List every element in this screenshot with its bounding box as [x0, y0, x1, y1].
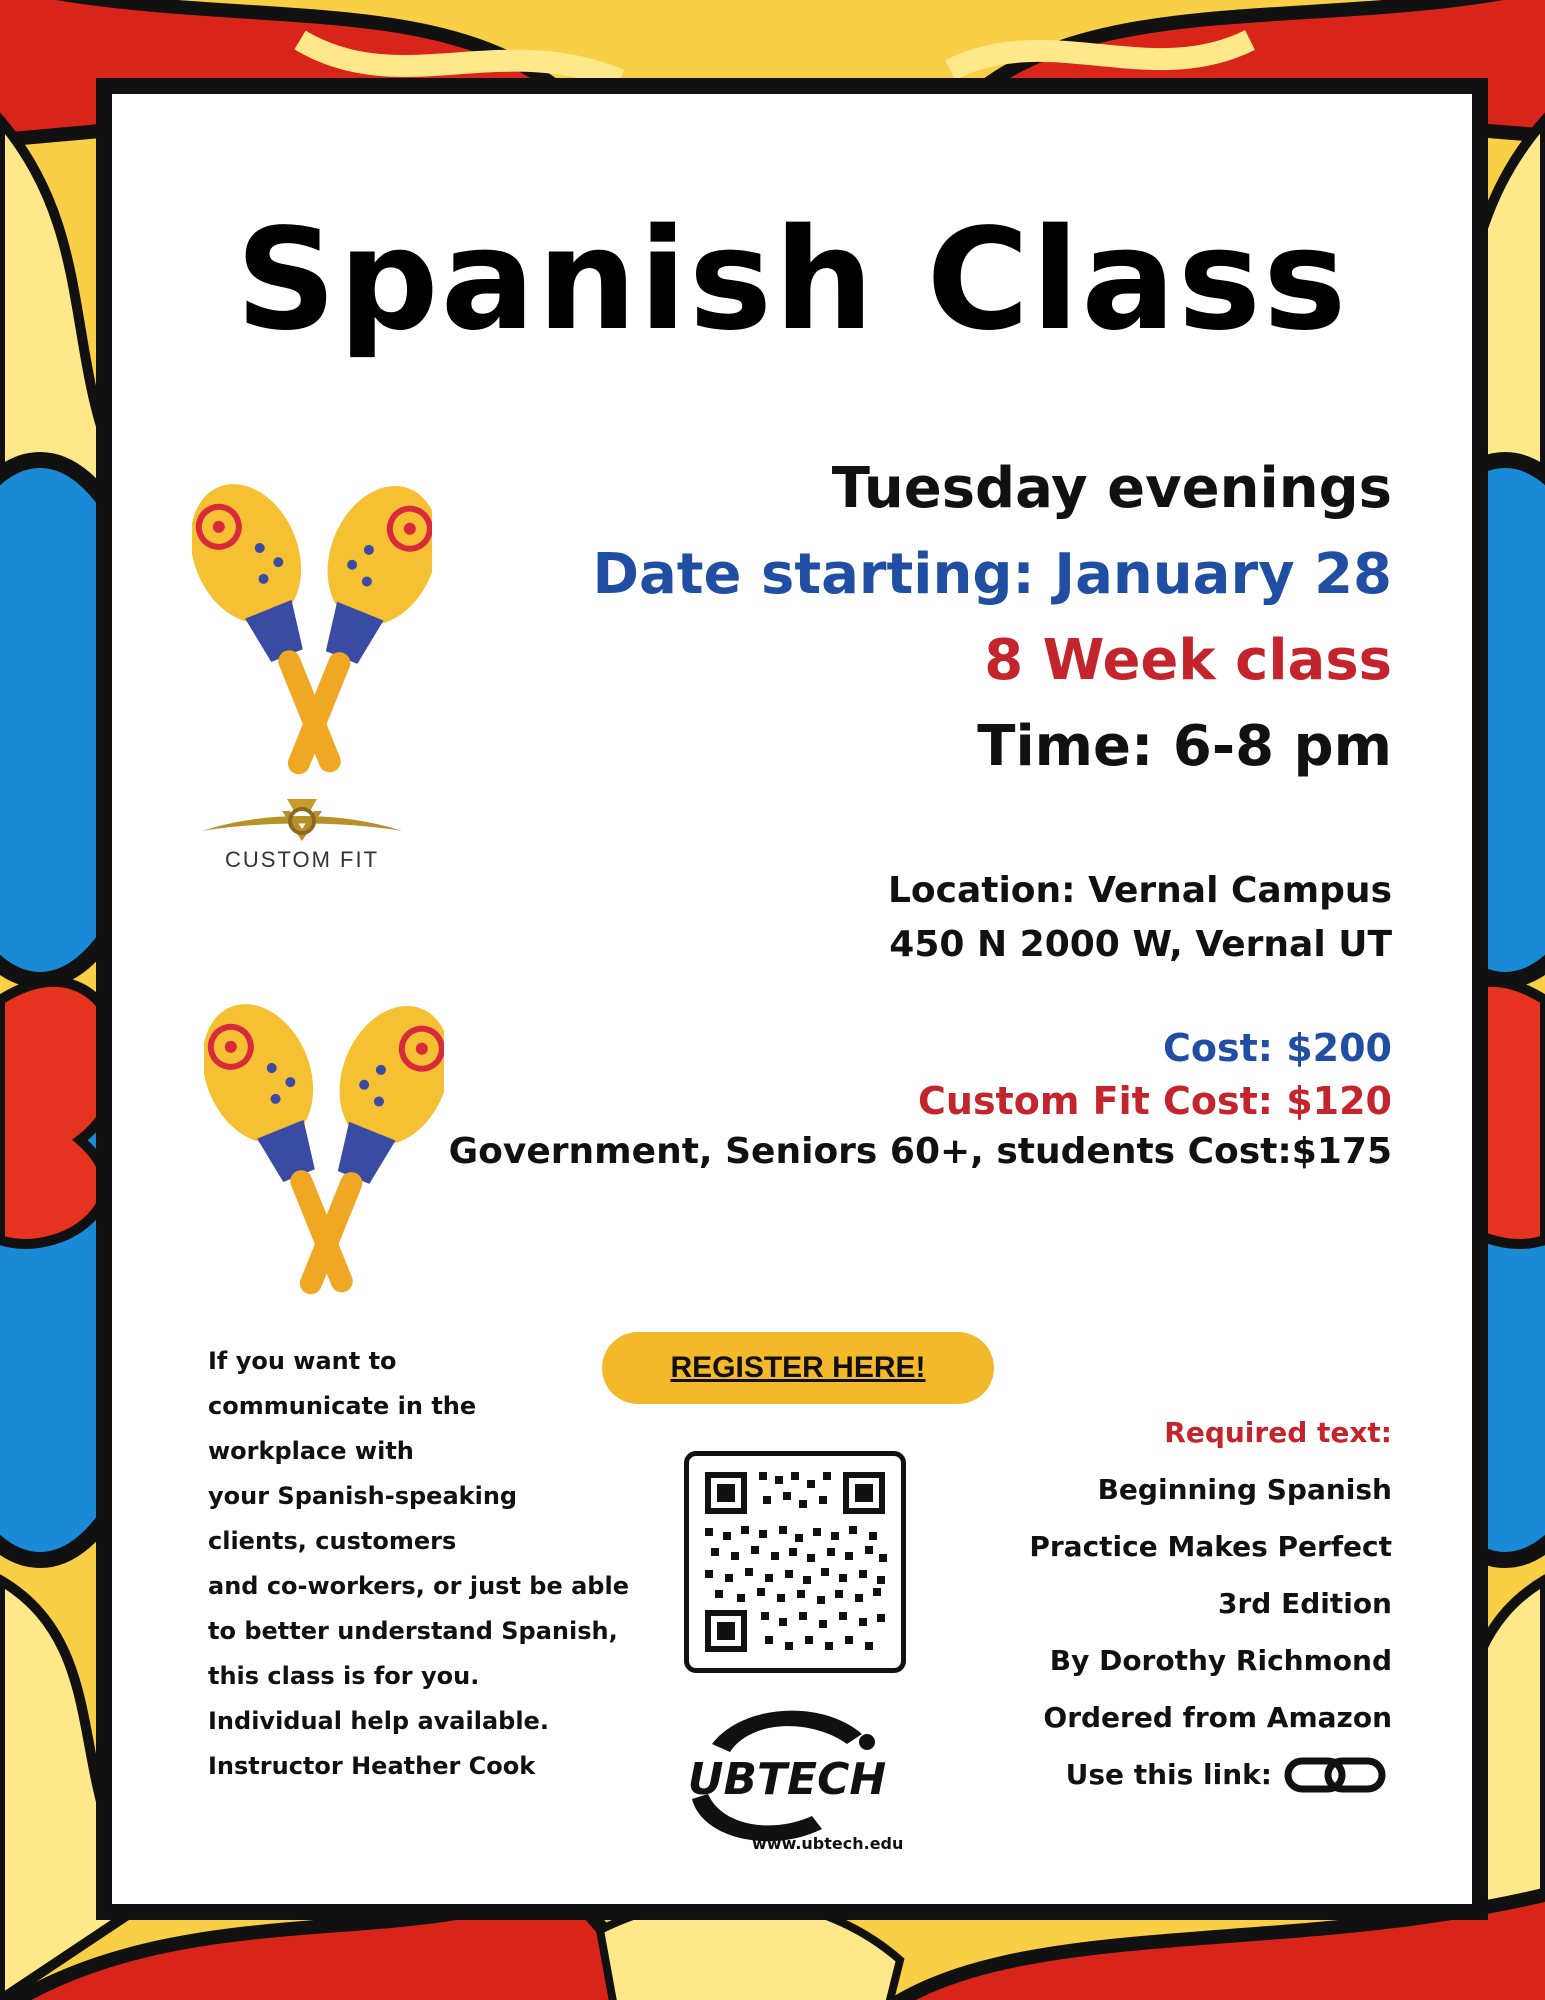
- schedule-start-date: Date starting: January 28: [592, 542, 1392, 607]
- qr-code[interactable]: [684, 1451, 906, 1673]
- description-line: communicate in the: [208, 1392, 477, 1420]
- custom-fit-logo-text: CUSTOM FIT: [224, 847, 380, 872]
- custom-fit-logo: [192, 789, 412, 879]
- cost-custom-fit: Custom Fit Cost: $120: [918, 1079, 1392, 1123]
- flyer-panel: [96, 78, 1488, 1920]
- cost-discount: Government, Seniors 60+, students Cost:$175: [448, 1131, 1392, 1172]
- book-line: Ordered from Amazon: [1043, 1701, 1392, 1734]
- page-title: Spanish Class: [235, 199, 1349, 362]
- description-line: and co-workers, or just be able: [208, 1572, 629, 1600]
- book-line: Practice Makes Perfect: [1029, 1530, 1392, 1563]
- schedule-time: Time: 6-8 pm: [977, 714, 1392, 779]
- description-line: If you want to: [208, 1347, 397, 1375]
- ubtech-logo: [672, 1704, 902, 1854]
- class-description: [208, 1339, 629, 1789]
- required-text-panel: [1029, 1404, 1392, 1803]
- book-line: By Dorothy Richmond: [1049, 1644, 1392, 1677]
- maraca-icon: [192, 454, 432, 794]
- ubtech-url[interactable]: www.ubtech.edu: [752, 1834, 904, 1853]
- location-campus: Location: Vernal Campus: [887, 870, 1392, 911]
- link-label: Use this link:: [1065, 1758, 1272, 1791]
- description-line: workplace with: [208, 1437, 414, 1465]
- chain-link-icon[interactable]: [1282, 1753, 1392, 1797]
- maraca-icon: [204, 974, 444, 1314]
- location-address: 450 N 2000 W, Vernal UT: [889, 924, 1392, 965]
- description-line: Instructor Heather Cook: [208, 1752, 536, 1780]
- description-line: to better understand Spanish,: [208, 1617, 618, 1645]
- schedule-day: Tuesday evenings: [831, 456, 1392, 521]
- ubtech-logo-text: UBTECH: [687, 1754, 887, 1805]
- description-line: clients, customers: [208, 1527, 457, 1555]
- amazon-link-row: [1066, 1746, 1392, 1803]
- cost-standard: Cost: $200: [1163, 1026, 1392, 1070]
- register-button[interactable]: REGISTER HERE!: [602, 1332, 994, 1404]
- required-text-heading: Required text:: [1164, 1416, 1392, 1449]
- description-line: this class is for you.: [208, 1662, 480, 1690]
- book-line: Beginning Spanish: [1097, 1473, 1392, 1506]
- book-line: 3rd Edition: [1217, 1587, 1392, 1620]
- description-line: your Spanish-speaking: [208, 1482, 518, 1510]
- description-line: Individual help available.: [208, 1707, 549, 1735]
- schedule-length: 8 Week class: [984, 628, 1392, 693]
